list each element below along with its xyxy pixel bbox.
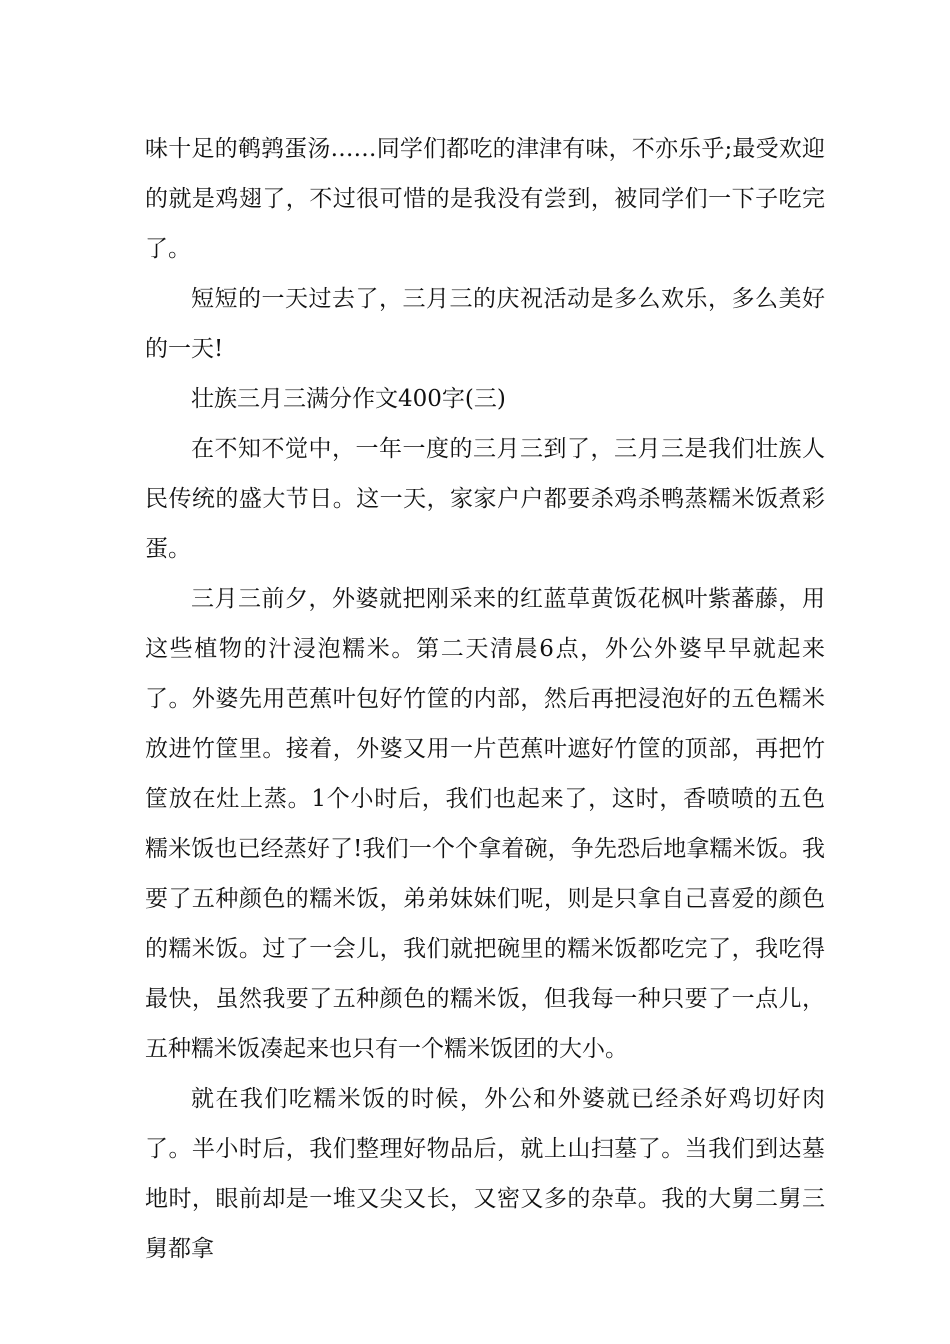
essay-heading: 壮族三月三满分作文400字(三) <box>191 386 506 412</box>
document-page <box>145 124 825 1274</box>
paragraph-continuation: 味十足的鹌鹑蛋汤……同学们都吃的津津有味，不亦乐乎;最受欢迎的就是鸡翅了，不过很可惜的是我没有尝到，被同学们一下子吃完了。 <box>145 136 825 262</box>
paragraph-intro: 在不知不觉中，一年一度的三月三到了，三月三是我们壮族人民传统的盛大节日。这一天，家家户户都要杀鸡杀鸭蒸糯米饭煮彩蛋。 <box>145 436 825 562</box>
paragraph-rice: 三月三前夕，外婆就把刚采来的红蓝草黄饭花枫叶紫蕃藤，用这些植物的汁浸泡糯米。第二天清晨6点，外公外婆早早就起来了。外婆先用芭蕉叶包好竹筐的内部，然后再把浸泡好的五色糯米放进竹筐里。接着，外婆又用一片芭蕉叶遮好竹筐的顶部，再把竹筐放在灶上蒸。1个小时后，我们也起来了，这时，香喷喷的五色糯米饭也已经蒸好了!我们一个个拿着碗，争先恐后地拿糯米饭。我要了五种颜色的糯米饭，弟弟妹妹们呢，则是只拿自己喜爱的颜色的糯米饭。过了一会儿，我们就把碗里的糯米饭都吃完了，我吃得最快，虽然我要了五种颜色的糯米饭，但我每一种只要了一点儿，五种糯米饭凑起来也只有一个糯米饭团的大小。 <box>145 586 825 1062</box>
paragraph-summary: 短短的一天过去了，三月三的庆祝活动是多么欢乐，多么美好的一天! <box>145 286 825 362</box>
paragraph-tomb-sweeping: 就在我们吃糯米饭的时候，外公和外婆就已经杀好鸡切好肉了。半小时后，我们整理好物品后，就上山扫墓了。当我们到达墓地时，眼前却是一堆又尖又长，又密又多的杂草。我的大舅二舅三舅都拿 <box>145 1086 825 1262</box>
